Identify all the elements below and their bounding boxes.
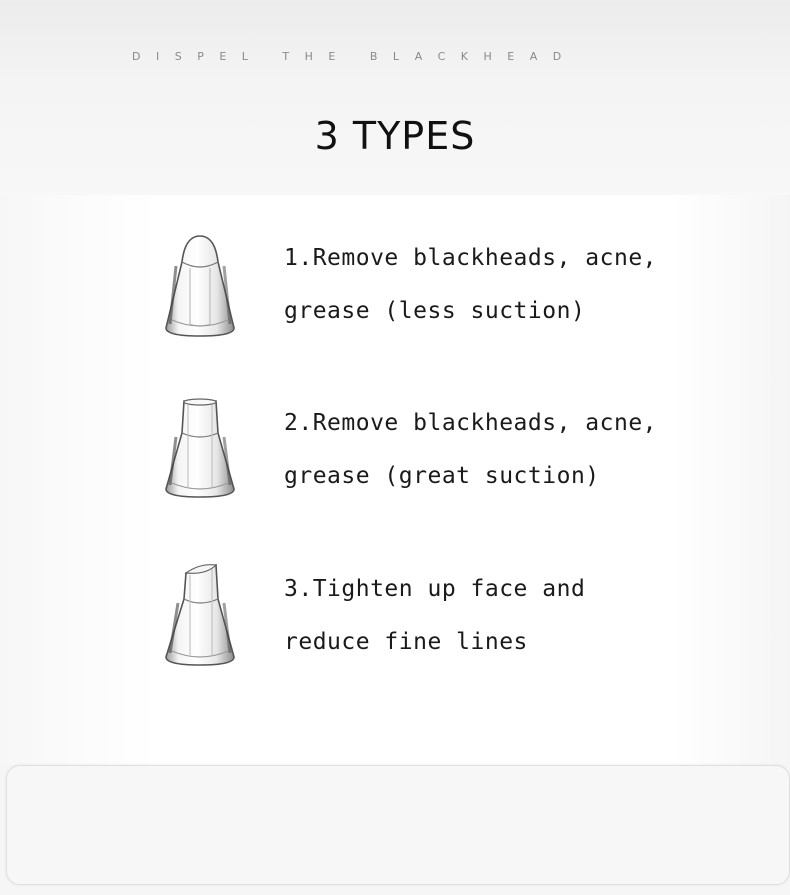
tagline: DISPEL THE BLACKHEAD	[132, 50, 577, 63]
type-item-1	[160, 232, 720, 342]
type-item-2	[160, 397, 720, 507]
type-item-3	[160, 563, 720, 673]
oblique-tip-nozzle-icon	[160, 563, 240, 669]
page-title: 3 TYPES	[314, 114, 476, 158]
bottom-card	[6, 765, 790, 885]
rounded-tip-nozzle-icon	[160, 232, 240, 338]
type-1-line-2: grease (less suction)	[284, 298, 586, 324]
header-background	[0, 0, 790, 210]
type-1-line-1: 1.Remove blackheads, acne,	[284, 245, 658, 271]
type-3-line-2: reduce fine lines	[284, 629, 528, 655]
type-2-line-2: grease (great suction)	[284, 463, 600, 489]
type-3-line-1: 3.Tighten up face and	[284, 576, 586, 602]
type-2-line-1: 2.Remove blackheads, acne,	[284, 410, 658, 436]
large-hole-nozzle-icon	[160, 397, 240, 503]
